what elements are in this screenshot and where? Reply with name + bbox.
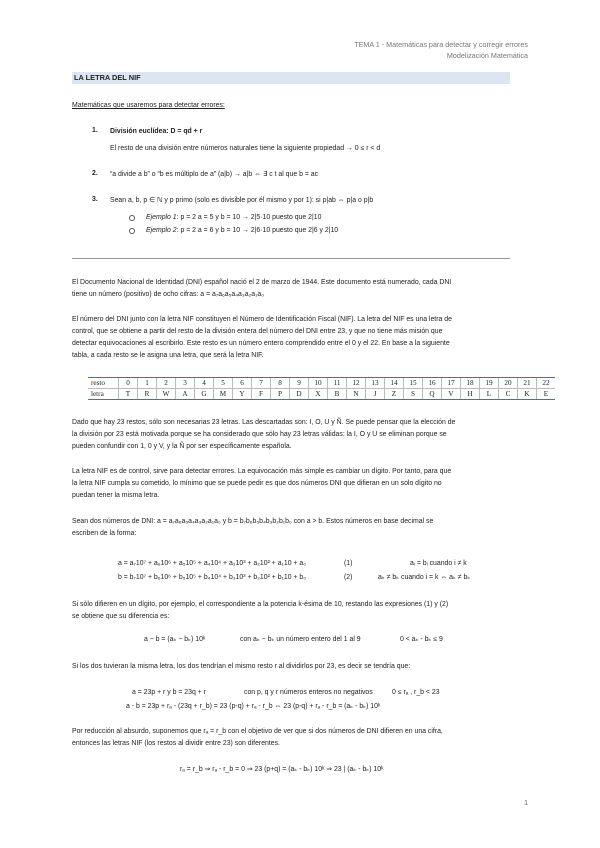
equation-b: b = b₇10⁷ + b₆10⁶ + b₅10⁵ + b₄10⁴ + b₃10³ + b₂10² + b₁10 + b₀ [118,574,307,581]
bullet-circle-icon [129,228,135,234]
table-row-label: letra [88,389,119,400]
item-number: 3. [92,196,98,203]
item-text: El resto de una división entre números naturales tiene la siguiente propiedad → 0 ≤ r < d [110,145,381,152]
equation-number: (2) [344,574,353,581]
table-cell-resto: 20 [499,378,518,389]
item-text: “a divide a b” o “b es múltiplo de a” (a|b) → a|b ⇔ ∃ c t al que b = ac [110,171,319,178]
nif-letter-table [88,377,555,400]
paragraph-line: la letra NIF cumpla su cometido, lo mínimo que se puede pedir es que dos números DNI que difieran en un solo dígito no [72,480,442,487]
section-title: LA LETRA DEL NIF [72,72,510,84]
paragraph-line: Si sólo difieren en un dígito, por ejemplo, el correspondiente a la potencia k-ésima de 10, restando las expresiones (1) y (2) [72,601,449,608]
table-cell-letra: B [328,389,347,400]
table-cell-letra: G [195,389,214,400]
table-cell-letra: K [518,389,537,400]
page-number: 1 [524,800,528,807]
table-cell-letra: R [138,389,157,400]
table-cell-letra: H [461,389,480,400]
separator [72,258,510,259]
table-cell-resto: 22 [537,378,556,389]
paragraph-line: se obtiene que su diferencia es: [72,613,170,620]
table-cell-letra: C [499,389,518,400]
table-cell-letra: W [157,389,176,400]
paragraph-line: tiene un número (positivo) de ocho cifras: a = a₇a₆a₅a₄a₃a₂a₁a₀ [72,291,265,298]
table-cell-resto: 12 [347,378,366,389]
table-cell-letra: J [366,389,385,400]
item-number: 1. [92,127,98,134]
table-cell-letra: D [290,389,309,400]
paragraph-line: la división por 23 está motivada porque se ha considerado que sólo hay 23 letras válidas: la I, O y U se eliminan porque se [72,431,447,438]
equation-bound: 0 < aₖ - bₖ ≤ 9 [400,636,443,643]
paragraph-line: Sean dos números de DNI: a = a₇a₆a₅a₄a₃a₂a₁a₀ y b = b₇b₆b₅b₄b₃b₂b₁b₀ con a > b. Estos números en base decimal se [72,518,434,525]
paragraph-line: tabla, a cada resto se le asigna una letra, que será la letra NIF. [72,352,264,359]
table-cell-resto: 4 [195,378,214,389]
table-cell-letra: S [404,389,423,400]
table-cell-letra: Z [385,389,404,400]
table-cell-resto: 8 [271,378,290,389]
equation-bound: 0 ≤ rₐ , r_b < 23 [392,689,440,696]
table-cell-resto: 1 [138,378,157,389]
table-cell-resto: 7 [252,378,271,389]
paragraph-line: Por reducción al absurdo, suponemos que rₐ = r_b con el objetivo de ver que si dos números de DNI difieren en una cifra, [72,728,443,735]
table-cell-resto: 2 [157,378,176,389]
table-cell-resto: 16 [423,378,442,389]
equation-line: a - b = 23p + rₐ - (23q + r_b) = 23 (p-q) + rₐ - r_b ⇔ 23 (p-q) + rₐ - r_b = (aₖ - bₖ) 10ᵏ [126,703,381,710]
item-number: 2. [92,170,98,177]
table-cell-letra: A [176,389,195,400]
subtitle: Matemáticas que usaremos para detectar errores: [72,102,225,109]
table-cell-resto: 10 [309,378,328,389]
header-title: TEMA 1 - Matemáticas para detectar y corregir errores [354,40,528,49]
paragraph-line: Dado que hay 23 restos, sólo son necesarias 23 letras. Las descartadas son: I, O, U y Ñ. Se puede pensar que la elección de [72,419,456,426]
table-cell-letra: N [347,389,366,400]
equation-number: (1) [344,560,353,567]
table-cell-resto: 15 [404,378,423,389]
equation-line: a = 23p + r y b = 23q + r [132,689,206,696]
table-cell-letra: L [480,389,499,400]
paragraph-line: detectar equivocaciones al escribirlo. Este resto es un número entero comprendido entre el 0 y el 22. En base a la siguiente [72,340,450,347]
table-cell-resto: 18 [461,378,480,389]
paragraph-line: entonces las letras NIF (los restos al dividir entre 23) son diferentes. [72,740,280,747]
equation-condition: aₖ ≠ bₖ cuando i = k ⇔ aₖ ≠ bₖ [378,574,471,581]
table-cell-resto: 11 [328,378,347,389]
table-cell-resto: 9 [290,378,309,389]
table-cell-letra: T [119,389,138,400]
table-cell-letra: V [442,389,461,400]
table-cell-resto: 17 [442,378,461,389]
table-cell-resto: 5 [214,378,233,389]
paragraph-line: pueden confundir con 1, 0 y V, y la Ñ por ser específicamente española. [72,443,292,450]
item-text: Sean a, b, p ∈ ℕ y p primo (solo es divisible por él mismo y por 1): si p|ab ⇔ p|a o p|b [110,197,374,204]
item-title: División euclídea: D = qd + r [110,128,203,135]
table-cell-letra: P [271,389,290,400]
table-cell-letra: Y [233,389,252,400]
table-cell-resto: 0 [119,378,138,389]
table-cell-resto: 21 [518,378,537,389]
equation-difference: a − b = (aₖ − bₖ) 10ᵏ [144,636,206,643]
paragraph-line: puedan tener la misma letra. [72,492,160,499]
bullet-circle-icon [129,215,135,221]
paragraph-line: El Documento Nacional de Identidad (DNI) español nació el 2 de marzo de 1944. Este documento está numerado, cada DNI [72,279,452,286]
table-cell-resto: 13 [366,378,385,389]
equation-note: con p, q y r números enteros no negativos [244,689,373,696]
equation-conclusion: rₐ = r_b ⇒ rₐ - r_b = 0 ⇒ 23 (p+q) = (aₖ - bₖ) 10ᵏ ⇒ 23 | (aₖ - bₖ) 10ᵏ [180,766,384,773]
table-row-label: resto [88,378,119,389]
equation-a: a = a₇10⁷ + a₆10⁶ + a₅10⁵ + a₄10⁴ + a₃10³ + a₂10² + a₁10 + a₀ [118,560,307,567]
table-cell-letra: Q [423,389,442,400]
paragraph-line: La letra NIF es de control, sirve para detectar errores. La equivocación más simple es cambiar un dígito. Por tanto, para que [72,468,452,475]
table-cell-resto: 14 [385,378,404,389]
example-1: Ejemplo 1: p = 2 a = 5 y b = 10 → 2|5·10 puesto que 2|10 [146,214,322,221]
table-cell-resto: 19 [480,378,499,389]
equation-condition: aᵢ = bᵢ cuando i ≠ k [410,560,467,567]
table-cell-letra: E [537,389,556,400]
table-cell-letra: M [214,389,233,400]
table-cell-resto: 6 [233,378,252,389]
equation-note: con aₖ − bₖ un número entero del 1 al 9 [240,636,361,643]
paragraph-line: escriben de la forma: [72,530,137,537]
header-subtitle: Modelización Matemática [446,51,528,60]
paragraph-line: control, que se obtiene a partir del resto de la división entera del número del DNI entre 23, y que no tiene más misión que [72,328,443,335]
paragraph-line: El número del DNI junto con la letra NIF constituyen el Número de Identificación Fiscal (NIF). La letra del NIF es una letra de [72,316,452,323]
table-cell-letra: X [309,389,328,400]
paragraph-line: Si los dos tuvieran la misma letra, los dos tendrían el mismo resto r al dividirlos por 23, es decir se tendría que: [72,663,411,670]
example-2: Ejemplo 2: p = 2 a = 6 y b = 10 → 2|6·10 puesto que 2|6 y 2|10 [146,227,339,234]
table-cell-resto: 3 [176,378,195,389]
table-cell-letra: F [252,389,271,400]
